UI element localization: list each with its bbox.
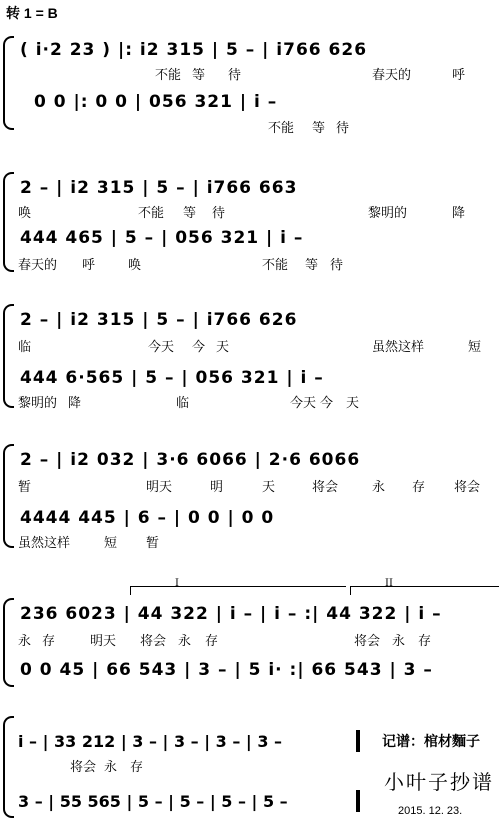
transcription-date: 2015. 12. 23. [398,805,463,817]
upper-staff-notes: ( i·2 23 ) |: i2 315 | 5 – | i766 626 [20,40,368,60]
logo-text: 小叶子抄谱 [384,770,494,794]
upper-lyric: 将会 [140,633,167,648]
lower-lyric: 今 [320,395,334,410]
lower-lyric: 等 [305,257,319,272]
upper-lyric: 暂 [18,479,32,494]
upper-staff-notes: 2 – | i2 032 | 3·6 6066 | 2·6 6066 [20,450,361,470]
lower-lyric: 降 [68,395,82,410]
lower-lyric: 春天的 [18,257,58,272]
upper-lyric: 将会 [454,479,481,494]
upper-lyric: 唤 [18,205,32,220]
upper-lyric: 永 [18,633,32,648]
lower-staff-notes: 0 0 |: 0 0 | 056 321 | i – [34,92,278,112]
system-brace [3,716,14,818]
upper-lyric: 天 [216,339,230,354]
upper-lyric: 存 [412,479,426,494]
upper-lyric: 将会 [70,759,97,774]
upper-lyric: 永 [392,633,406,648]
system-brace [3,172,14,272]
system-5 [0,578,500,688]
upper-lyric: 天 [262,479,276,494]
lower-lyric: 不能 [268,120,295,135]
lower-lyric: 呼 [82,257,96,272]
volta-label-1: I [175,578,179,589]
upper-lyric: 等 [183,205,197,220]
upper-lyric: 永 [372,479,386,494]
upper-lyric: 存 [130,759,144,774]
upper-staff-notes: 236 6023 | 44 322 | i – | i – :| 44 322 | i – [20,604,442,624]
final-barline [356,790,360,812]
system-3 [0,300,500,410]
upper-lyric: 待 [212,205,226,220]
upper-lyric: 待 [228,67,242,82]
system-brace [3,598,14,687]
upper-lyric: 虽然这样 [372,339,425,354]
system-2 [0,168,500,278]
system-1 [0,30,500,135]
lower-lyric: 临 [176,395,190,410]
upper-lyric: 不能 [138,205,165,220]
upper-lyric: 将会 [312,479,339,494]
upper-staff-notes: i – | 33 212 | 3 – | 3 – | 3 – | 3 – [18,732,283,751]
system-brace [3,444,14,548]
system-4 [0,440,500,550]
lower-lyric: 短 [104,535,118,550]
lower-lyric: 今天 [290,395,317,410]
upper-lyric: 等 [192,67,206,82]
upper-lyric: 不能 [155,67,182,82]
upper-lyric: 明天 [90,633,117,648]
upper-lyric: 永 [178,633,192,648]
upper-lyric: 明天 [146,479,173,494]
upper-lyric: 存 [418,633,432,648]
system-6 [0,710,500,830]
upper-lyric: 短 [468,339,482,354]
lower-lyric: 唤 [128,257,142,272]
volta-bracket-1 [130,586,346,595]
lower-lyric: 暂 [146,535,160,550]
volta-label-2: II [385,578,393,589]
upper-staff-notes: 2 – | i2 315 | 5 – | i766 626 [20,310,298,330]
upper-lyric: 临 [18,339,32,354]
upper-lyric: 黎明的 [368,205,408,220]
upper-lyric: 降 [452,205,466,220]
upper-staff-notes: 2 – | i2 315 | 5 – | i766 663 [20,178,298,198]
lower-staff-notes: 3 – | 55 565 | 5 – | 5 – | 5 – | 5 – [18,792,288,811]
lower-lyric: 黎明的 [18,395,58,410]
system-brace [3,304,14,408]
upper-lyric: 存 [42,633,56,648]
system-brace [3,36,14,130]
upper-lyric: 存 [205,633,219,648]
upper-lyric: 永 [104,759,118,774]
lower-staff-notes: 444 6·565 | 5 – | 056 321 | i – [20,368,324,388]
lower-lyric: 虽然这样 [18,535,71,550]
volta-bracket-2 [350,586,499,595]
key-signature: 转 1 = B [6,5,58,21]
upper-lyric: 呼 [452,67,466,82]
lower-lyric: 等 [312,120,326,135]
lower-staff-notes: 4444 445 | 6 – | 0 0 | 0 0 [20,508,275,528]
lower-lyric: 不能 [262,257,289,272]
transcriber-credit: 记谱：棺材麵子 [382,733,480,749]
upper-lyric: 将会 [354,633,381,648]
lower-staff-notes: 444 465 | 5 – | 056 321 | i – [20,228,304,248]
lower-staff-notes: 0 0 45 | 66 543 | 3 – | 5 i· :| 66 543 | 3 – [20,660,433,680]
lower-lyric: 天 [346,395,360,410]
lower-lyric: 待 [330,257,344,272]
final-barline [356,730,360,752]
lower-lyric: 待 [336,120,350,135]
upper-lyric: 春天的 [372,67,412,82]
upper-lyric: 今天 [148,339,175,354]
upper-lyric: 今 [192,339,206,354]
upper-lyric: 明 [210,479,224,494]
